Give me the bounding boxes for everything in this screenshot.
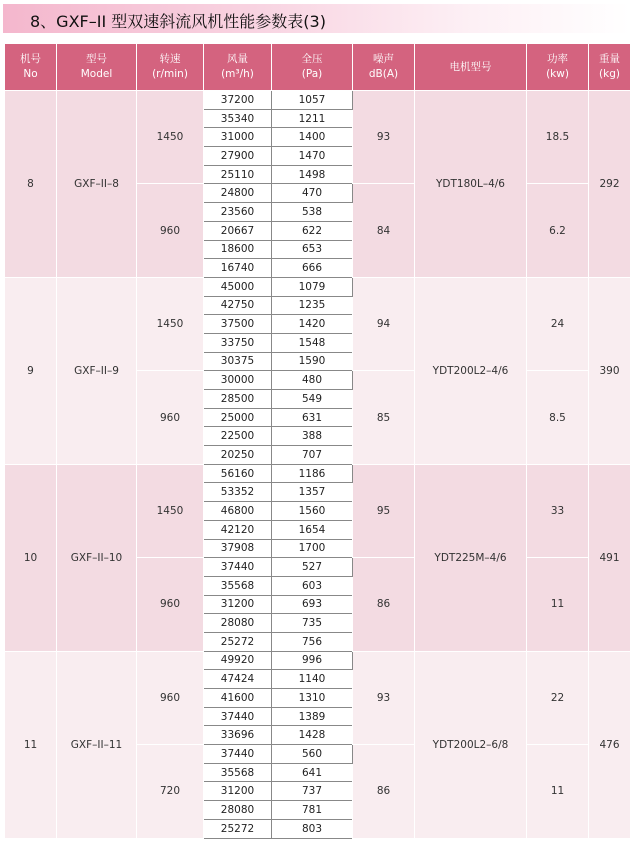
- table-row: [5, 277, 631, 296]
- pressure-cell: 1211: [272, 109, 353, 128]
- pressure-cell: 603: [272, 576, 353, 595]
- power-cell: 8.5: [527, 371, 589, 464]
- pressure-cell: 1654: [272, 520, 353, 539]
- flow-cell: 37440: [204, 745, 272, 764]
- pressure-cell: 1057: [272, 91, 353, 110]
- flow-cell: 49920: [204, 651, 272, 670]
- noise-cell: 95: [353, 464, 415, 557]
- header-no: 机号 No: [5, 44, 57, 91]
- flow-cell: 46800: [204, 502, 272, 521]
- table-row: [5, 464, 631, 483]
- noise-cell: 94: [353, 277, 415, 370]
- power-cell: 33: [527, 464, 589, 557]
- header-power: 功率 (kw): [527, 44, 589, 91]
- table-row: [5, 91, 631, 110]
- pressure-cell: 1590: [272, 352, 353, 371]
- power-cell: 11: [527, 745, 589, 838]
- power-cell: 24: [527, 277, 589, 370]
- pressure-cell: 735: [272, 614, 353, 633]
- header-motor: 电机型号: [415, 44, 527, 91]
- pressure-cell: 480: [272, 371, 353, 390]
- pressure-cell: 996: [272, 651, 353, 670]
- flow-cell: 33696: [204, 726, 272, 745]
- flow-cell: 27900: [204, 147, 272, 166]
- flow-cell: 28080: [204, 614, 272, 633]
- flow-cell: 53352: [204, 483, 272, 502]
- pressure-cell: 1235: [272, 296, 353, 315]
- flow-cell: 41600: [204, 689, 272, 708]
- flow-cell: 42750: [204, 296, 272, 315]
- pressure-cell: 549: [272, 390, 353, 409]
- flow-cell: 28080: [204, 801, 272, 820]
- pressure-cell: 1357: [272, 483, 353, 502]
- pressure-cell: 622: [272, 221, 353, 240]
- fan-no-cell: 11: [5, 651, 57, 838]
- flow-cell: 20667: [204, 221, 272, 240]
- flow-cell: 30375: [204, 352, 272, 371]
- flow-cell: 25272: [204, 819, 272, 838]
- noise-cell: 86: [353, 558, 415, 651]
- flow-cell: 37440: [204, 558, 272, 577]
- weight-cell: 292: [589, 91, 631, 278]
- flow-cell: 47424: [204, 670, 272, 689]
- noise-cell: 93: [353, 91, 415, 184]
- pressure-cell: 1428: [272, 726, 353, 745]
- header-flow: 风量 (m³/h): [204, 44, 272, 91]
- pressure-cell: 1420: [272, 315, 353, 334]
- speed-cell: 960: [137, 184, 204, 277]
- flow-cell: 37908: [204, 539, 272, 558]
- pressure-cell: 1700: [272, 539, 353, 558]
- model-cell: GXF–II–9: [57, 277, 137, 464]
- page-title: 8、GXF–II 型双速斜流风机性能参数表(3): [30, 12, 326, 31]
- model-cell: GXF–II–10: [57, 464, 137, 651]
- header-noise: 噪声 dB(A): [353, 44, 415, 91]
- flow-cell: 18600: [204, 240, 272, 259]
- flow-cell: 25272: [204, 632, 272, 651]
- header-model: 型号 Model: [57, 44, 137, 91]
- motor-cell: YDT225M–4/6: [415, 464, 527, 651]
- pressure-cell: 803: [272, 819, 353, 838]
- motor-cell: YDT200L2–6/8: [415, 651, 527, 838]
- motor-cell: YDT180L–4/6: [415, 91, 527, 278]
- pressure-cell: 666: [272, 259, 353, 278]
- motor-cell: YDT200L2–4/6: [415, 277, 527, 464]
- flow-cell: 23560: [204, 203, 272, 222]
- fan-no-cell: 8: [5, 91, 57, 278]
- speed-cell: 720: [137, 745, 204, 838]
- pressure-cell: 1470: [272, 147, 353, 166]
- fan-no-cell: 9: [5, 277, 57, 464]
- pressure-cell: 707: [272, 446, 353, 465]
- flow-cell: 16740: [204, 259, 272, 278]
- pressure-cell: 1186: [272, 464, 353, 483]
- power-cell: 6.2: [527, 184, 589, 277]
- pressure-cell: 527: [272, 558, 353, 577]
- flow-cell: 35340: [204, 109, 272, 128]
- table-row: [5, 651, 631, 670]
- pressure-cell: 781: [272, 801, 353, 820]
- noise-cell: 93: [353, 651, 415, 744]
- pressure-cell: 1310: [272, 689, 353, 708]
- pressure-cell: 1140: [272, 670, 353, 689]
- pressure-cell: 641: [272, 763, 353, 782]
- pressure-cell: 1560: [272, 502, 353, 521]
- flow-cell: 31200: [204, 782, 272, 801]
- pressure-cell: 388: [272, 427, 353, 446]
- speed-cell: 960: [137, 558, 204, 651]
- flow-cell: 37200: [204, 91, 272, 110]
- flow-cell: 42120: [204, 520, 272, 539]
- weight-cell: 476: [589, 651, 631, 838]
- flow-cell: 25110: [204, 165, 272, 184]
- weight-cell: 491: [589, 464, 631, 651]
- performance-table: [4, 43, 631, 839]
- header-pressure: 全压 (Pa): [272, 44, 353, 91]
- fan-no-cell: 10: [5, 464, 57, 651]
- pressure-cell: 1389: [272, 707, 353, 726]
- pressure-cell: 1079: [272, 277, 353, 296]
- noise-cell: 84: [353, 184, 415, 277]
- header-speed: 转速 (r/min): [137, 44, 204, 91]
- noise-cell: 86: [353, 745, 415, 838]
- power-cell: 11: [527, 558, 589, 651]
- speed-cell: 960: [137, 371, 204, 464]
- pressure-cell: 560: [272, 745, 353, 764]
- pressure-cell: 631: [272, 408, 353, 427]
- pressure-cell: 470: [272, 184, 353, 203]
- pressure-cell: 693: [272, 595, 353, 614]
- flow-cell: 28500: [204, 390, 272, 409]
- model-cell: GXF–II–8: [57, 91, 137, 278]
- flow-cell: 31200: [204, 595, 272, 614]
- flow-cell: 30000: [204, 371, 272, 390]
- power-cell: 18.5: [527, 91, 589, 184]
- pressure-cell: 737: [272, 782, 353, 801]
- pressure-cell: 1548: [272, 333, 353, 352]
- table-body: [5, 91, 631, 839]
- speed-cell: 1450: [137, 277, 204, 370]
- header-row: [5, 44, 631, 91]
- pressure-cell: 1400: [272, 128, 353, 147]
- speed-cell: 960: [137, 651, 204, 744]
- flow-cell: 25000: [204, 408, 272, 427]
- power-cell: 22: [527, 651, 589, 744]
- title-bar: [3, 4, 630, 33]
- header-weight: 重量 (kg): [589, 44, 631, 91]
- speed-cell: 1450: [137, 91, 204, 184]
- speed-cell: 1450: [137, 464, 204, 557]
- flow-cell: 56160: [204, 464, 272, 483]
- flow-cell: 31000: [204, 128, 272, 147]
- weight-cell: 390: [589, 277, 631, 464]
- flow-cell: 37500: [204, 315, 272, 334]
- pressure-cell: 538: [272, 203, 353, 222]
- flow-cell: 22500: [204, 427, 272, 446]
- pressure-cell: 1498: [272, 165, 353, 184]
- flow-cell: 45000: [204, 277, 272, 296]
- pressure-cell: 756: [272, 632, 353, 651]
- noise-cell: 85: [353, 371, 415, 464]
- model-cell: GXF–II–11: [57, 651, 137, 838]
- flow-cell: 20250: [204, 446, 272, 465]
- flow-cell: 37440: [204, 707, 272, 726]
- pressure-cell: 653: [272, 240, 353, 259]
- flow-cell: 35568: [204, 763, 272, 782]
- flow-cell: 35568: [204, 576, 272, 595]
- flow-cell: 33750: [204, 333, 272, 352]
- flow-cell: 24800: [204, 184, 272, 203]
